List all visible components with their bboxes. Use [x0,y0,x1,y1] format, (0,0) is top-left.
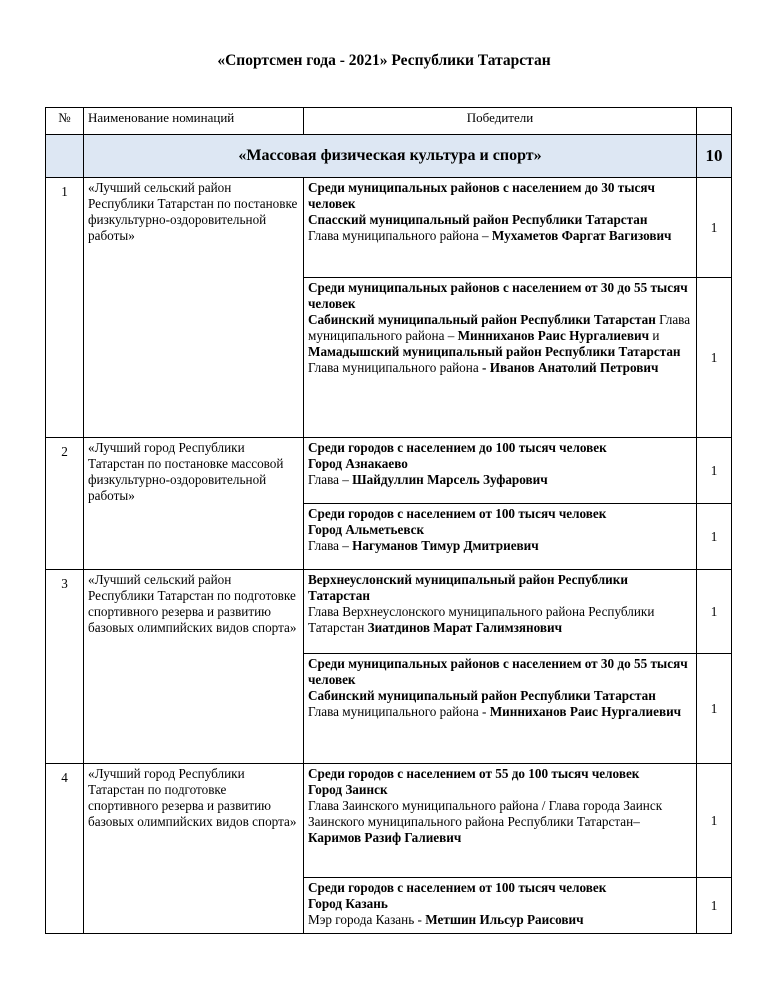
winner-cell [304,178,697,278]
winner-entity: Сабинский муниципальный район Республики Татарстан [308,688,656,703]
winner-count: 1 [697,570,732,654]
winner-category: Среди муниципальных районов с населением от 30 до 55 тысяч человек [308,656,688,687]
section-title: «Массовая физическая культура и спорт» [84,135,697,178]
nomination-name: «Лучший город Республики Татарстан по подготовке спортивного резерва и развитию базовых олимпийских видов спорта» [84,764,304,934]
section-empty-cell [46,135,84,178]
winner-count: 1 [697,504,732,570]
winner-role: Глава муниципального района - [308,704,490,719]
winner-entity: Сабинский муниципальный район Республики Татарстан [308,312,656,327]
winner-category: Среди городов с населением до 100 тысяч человек [308,440,607,455]
nomination-name: «Лучший город Республики Татарстан по постановке массовой физкультурно-оздоровительной работы» [84,438,304,570]
winner-role: Глава муниципального района – [308,228,492,243]
winner-person: Минниханов Раис Нургалиевич [489,704,682,719]
winner-entity: Город Азнакаево [308,456,408,471]
header-count [697,108,732,135]
winner-person: Метшин Ильсур Раисович [425,912,584,927]
winner-count: 1 [697,764,732,878]
nominations-table [45,107,732,934]
nomination-name: «Лучший сельский район Республики Татарстан по подготовке спортивного резерва и развитию базовых олимпийских видов спорта» [84,570,304,764]
header-winners: Победители [304,108,697,135]
section-row [46,135,732,178]
winner-cell [304,654,697,764]
winner-category: Среди муниципальных районов с населением до 30 тысяч человек [308,180,655,211]
winner-conjunction: и [649,328,660,343]
winner-entity: Мамадышский муниципальный район Республики Татарстан [308,344,681,359]
winner-entity: Спасский муниципальный район Республики Татарстан [308,212,648,227]
winner-count: 1 [697,654,732,764]
winner-category: Среди городов с населением от 55 до 100 тысяч человек [308,766,640,781]
winner-person: Зиатдинов Марат Галимзянович [367,620,563,635]
winner-cell [304,278,697,438]
winner-count: 1 [697,278,732,438]
winner-entity: Город Казань [308,896,388,911]
winner-person: Минниханов Раис Нургалиевич [457,328,650,343]
winner-entity: Город Альметьевск [308,522,425,537]
header-num: № [46,108,84,135]
table-row [46,764,732,878]
winner-cell [304,764,697,878]
winner-person: Каримов Разиф Галиевич [308,830,462,845]
winner-person: Шайдуллин Марсель Зуфарович [352,472,548,487]
winner-cell [304,438,697,504]
winner-category: Среди городов с населением от 100 тысяч человек [308,880,607,895]
winner-cell [304,504,697,570]
winner-person: - Иванов Анатолий Петрович [482,360,659,375]
table-row [46,438,732,504]
winner-role: Глава – [308,472,353,487]
row-number: 1 [46,178,84,438]
table-header-row [46,108,732,135]
winner-count: 1 [697,878,732,934]
winner-category: Среди муниципальных районов с населением от 30 до 55 тысяч человек [308,280,688,311]
winner-person: Мухаметов Фаргат Вагизович [491,228,672,243]
section-count: 10 [697,135,732,178]
winner-person: Нагуманов Тимур Дмитриевич [352,538,539,553]
winner-cell [304,878,697,934]
table-row [46,178,732,278]
table-row [46,570,732,654]
winner-entity: Город Заинск [308,782,388,797]
winner-cell [304,570,697,654]
row-number: 3 [46,570,84,764]
winner-role: Мэр города Казань - [308,912,426,927]
winner-role: Глава – [308,538,353,553]
winner-role: Глава Верхнеуслонского муниципального района Республики Татарстан [308,604,655,635]
document-title: «Спортсмен года - 2021» Республики Татарстан [217,52,551,69]
winner-role: Глава Заинского муниципального района / Глава города Заинск Заинского муниципального района Республики Татарстан– [308,798,663,829]
row-number: 4 [46,764,84,934]
header-nomination: Наименование номинаций [84,108,304,135]
winner-entity: Верхнеуслонский муниципальный район Республики Татарстан [308,572,628,603]
winner-role: Глава муниципального района [308,360,482,375]
row-number: 2 [46,438,84,570]
winner-count: 1 [697,438,732,504]
winner-count: 1 [697,178,732,278]
nomination-name: «Лучший сельский район Республики Татарстан по постановке физкультурно-оздоровительной работы» [84,178,304,438]
winner-role: Глава муниципального района – [308,312,691,343]
winner-category: Среди городов с населением от 100 тысяч человек [308,506,607,521]
